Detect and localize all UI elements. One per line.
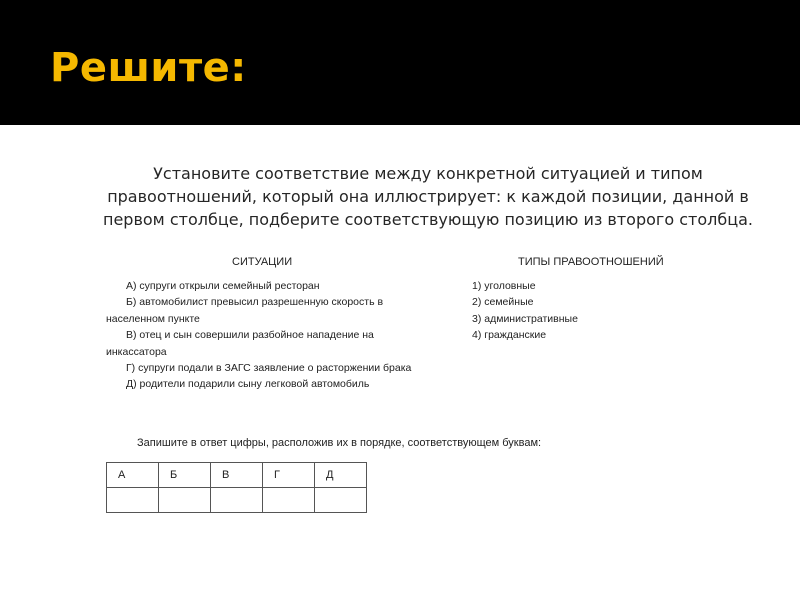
type-item: 2) семейные: [472, 296, 534, 309]
task-instructions: Установите соответствие между конкретной ситуацией и типом правоотношений, который она иллюстрирует: к каждой позиции, данной в первом столбце, подберите соответствующую позицию из второго столбца.: [103, 164, 753, 229]
answer-letters-row: [107, 463, 367, 488]
type-item: 4) гражданские: [472, 329, 547, 342]
letter-cell: А: [107, 463, 159, 488]
situation-item: А) супруги открыли семейный ресторан: [126, 280, 320, 292]
answer-cell[interactable]: [263, 488, 315, 513]
situations-header: СИТУАЦИИ: [232, 256, 293, 268]
letter-cell: Д: [315, 463, 367, 488]
type-item: 1) уголовные: [472, 280, 536, 292]
situation-item: Г) супруги подали в ЗАГС заявление о расторжении брака: [126, 362, 412, 375]
title-bar: [0, 0, 800, 125]
answer-values-row: [107, 488, 367, 513]
situations-list: [106, 278, 426, 393]
answer-cell[interactable]: [107, 488, 159, 513]
letter-cell: Г: [263, 463, 315, 488]
answer-cell[interactable]: [315, 488, 367, 513]
situation-item: Б) автомобилист превысил разрешенную скорость в населенном пункте: [106, 296, 384, 325]
types-list: [472, 278, 672, 344]
slide-title: Решите:: [50, 45, 247, 91]
letter-cell: В: [211, 463, 263, 488]
situation-item: В) отец и сын совершили разбойное нападение на инкассатора: [106, 329, 374, 358]
answer-cell[interactable]: [159, 488, 211, 513]
answer-table: [106, 462, 367, 513]
letter-cell: Б: [159, 463, 211, 488]
situation-item: Д) родители подарили сыну легковой автомобиль: [126, 378, 370, 391]
answer-cell[interactable]: [211, 488, 263, 513]
answer-instruction: Запишите в ответ цифры, расположив их в порядке, соответствующем буквам:: [137, 437, 542, 449]
type-item: 3) административные: [472, 312, 578, 325]
types-header: ТИПЫ ПРАВООТНОШЕНИЙ: [518, 256, 664, 268]
